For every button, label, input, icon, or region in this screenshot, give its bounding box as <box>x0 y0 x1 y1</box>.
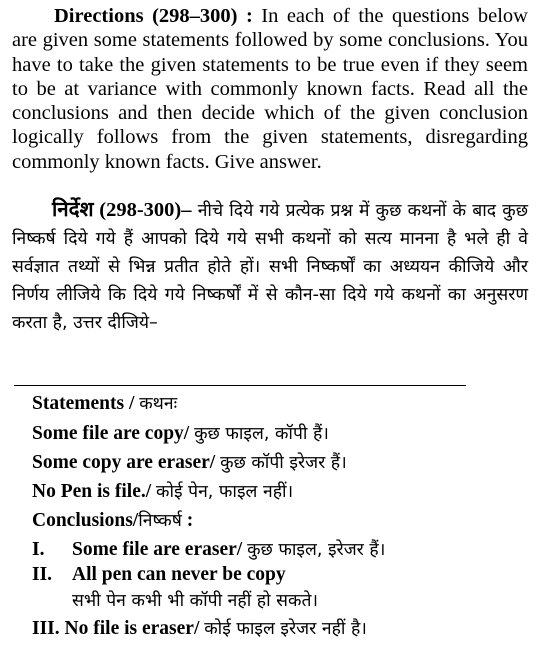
directions-label-hindi: निर्देश (298-300)– <box>52 199 192 221</box>
directions-hindi <box>12 196 528 337</box>
directions-text: In each of the questions below are given some statements followed by some conclusions. You have to take the given statements to be true even if they seem to be at variance with commonly known facts. Read all the conclusions and then decide which of the given conclusion logically follows from the given statements, disregarding commonly known facts. Give answer. <box>12 5 528 173</box>
directions-label: Directions (298–300) : <box>54 5 253 27</box>
conclusion-1: I. Some file are eraser/ कुछ फाइल, इरेजर हैं। <box>32 539 386 560</box>
divider-line <box>14 385 466 386</box>
statement-1: Some file are copy/ कुछ फाइल, कॉपी हैं। <box>32 423 329 444</box>
conclusions-heading: Conclusions/निष्कर्ष : <box>32 510 194 531</box>
conclusion-2: II. All pen can never be copy <box>32 564 286 585</box>
directions-english <box>12 4 528 174</box>
statements-heading: Statements / कथनः <box>32 393 178 414</box>
statement-3: No Pen is file./ कोई पेन, फाइल नहीं। <box>32 481 294 502</box>
directions-text-hindi: नीचे दिये गये प्रत्येक प्रश्न में कुछ कथनों के बाद कुछ निष्कर्ष दिये गये हैं आपको दिये गये सभी कथनों को सत्य मानना है भले ही वे सर्वज्ञात तथ्यों से भिन्न प्रतीत होते हों। सभी निष्कर्षों का अध्ययन कीजिये और निर्णय लीजिये कि दिये गये निष्कर्षों में से कौन-सा दिये गये कथनों का अनुसरण करता है, उत्तर दीजिये– <box>12 201 529 333</box>
conclusion-number: I. <box>32 539 45 560</box>
conclusion-2-hindi: सभी पेन कभी भी कॉपी नहीं हो सकते। <box>72 591 319 611</box>
statement-2: Some copy are eraser/ कुछ कॉपी इरेजर हैं। <box>32 452 347 473</box>
conclusion-number: III. <box>32 618 60 639</box>
conclusion-number: II. <box>32 564 53 585</box>
conclusion-3: III. No file is eraser/ कोई फाइल इरेजर नहीं है। <box>32 618 367 639</box>
